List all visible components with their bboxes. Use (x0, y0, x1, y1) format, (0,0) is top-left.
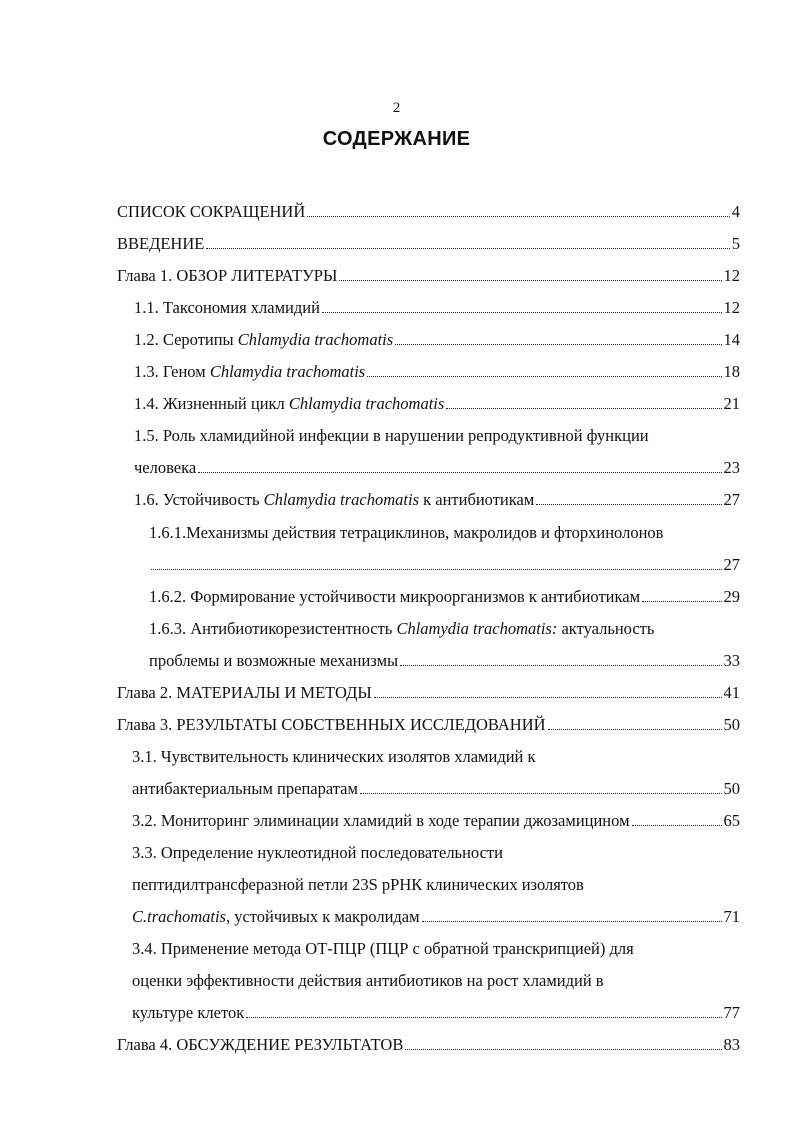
toc-entry-text (117, 715, 546, 735)
toc-entry-label: пептидилтрансферазной петли 23S рРНК клинических изолятов (132, 875, 584, 894)
page-number: 2 (392, 100, 401, 116)
toc-entry-label: Глава 1. ОБЗОР ЛИТЕРАТУРЫ (117, 266, 338, 285)
toc-entry (149, 619, 740, 639)
toc-page-number: 14 (723, 330, 740, 349)
toc-entry-text (134, 458, 196, 478)
toc-entry-text (132, 907, 420, 927)
dot-leader (548, 728, 722, 730)
toc-entry (117, 715, 740, 735)
toc-entry (134, 330, 740, 350)
dot-leader (198, 471, 721, 473)
toc-entry-italic: Chlamydia trachomatis (237, 330, 394, 349)
dot-leader (206, 247, 729, 249)
toc-entry-label: 1.2. Серотипы (134, 330, 238, 349)
toc-page-number: 41 (723, 683, 740, 702)
toc-entry (117, 234, 740, 254)
toc-entry-label: ВВЕДЕНИЕ (117, 234, 205, 253)
toc-entry-label: 3.1. Чувствительность клинических изолятов хламидий к (132, 747, 536, 766)
toc-entry (134, 490, 740, 510)
dot-leader (536, 503, 721, 505)
toc-page-number: 50 (723, 715, 740, 734)
dot-leader (307, 215, 729, 217)
toc-entry-text (132, 843, 503, 863)
toc-page-number: 83 (723, 1035, 740, 1054)
dot-leader (360, 792, 722, 794)
dot-leader (151, 568, 722, 570)
toc-entry-text (132, 1003, 244, 1023)
toc-entry-label-tail: к антибиотикам (419, 490, 535, 509)
toc-entry-text (134, 362, 365, 382)
toc-entry-italic: Chlamydia trachomatis (263, 490, 419, 509)
toc-entry (149, 587, 740, 607)
dot-leader (322, 311, 722, 313)
toc-entry-text (134, 330, 393, 350)
toc-entry-label: Глава 2. МАТЕРИАЛЫ И МЕТОДЫ (117, 683, 372, 702)
toc-entry-label: антибактериальным препаратам (132, 779, 358, 798)
toc-entry (149, 651, 740, 671)
toc-page-number: 33 (723, 651, 740, 670)
toc-entry (132, 875, 740, 895)
toc-entry-text (117, 202, 305, 222)
toc-page-number: 71 (723, 907, 740, 926)
dot-leader (339, 279, 721, 281)
toc-entry-label: 1.6. Устойчивость (134, 490, 264, 509)
toc-page-number: 12 (723, 298, 740, 317)
toc-entry (117, 266, 740, 286)
toc-entry-text (134, 490, 534, 510)
dot-leader (446, 407, 721, 409)
dot-leader (374, 696, 722, 698)
toc-entry-text (149, 587, 640, 607)
toc-entry-text (132, 779, 358, 799)
toc-entry (134, 426, 740, 446)
toc-entry-italic: C.trachomatis (132, 907, 226, 926)
toc-entry (132, 843, 740, 863)
toc-page-number: 5 (731, 234, 740, 253)
toc-entry-text (134, 298, 320, 318)
toc-entry-label: 1.5. Роль хламидийной инфекции в нарушении репродуктивной функции (134, 426, 649, 445)
toc-entry-text (149, 619, 654, 639)
toc-entry-label: 3.4. Применение метода ОТ-ПЦР (ПЦР с обратной транскрипцией) для (132, 939, 634, 958)
toc-entry (117, 202, 740, 222)
toc-page-number: 4 (731, 202, 740, 221)
toc-entry-label: культуре клеток (132, 1003, 245, 1022)
toc-entry-text (132, 747, 536, 767)
toc-entry-text (117, 266, 337, 286)
toc-entry (117, 683, 740, 703)
toc-entry (134, 458, 740, 478)
toc-entry-label: 3.3. Определение нуклеотидной последовательности (132, 843, 503, 862)
toc-entry (134, 394, 740, 414)
toc-entry-label: СПИСОК СОКРАЩЕНИЙ (117, 202, 306, 221)
toc-page-number: 77 (723, 1003, 740, 1022)
toc-entry-text (132, 811, 630, 831)
toc-entry-italic: Chlamydia trachomatis (209, 362, 366, 381)
toc-entry-label: 1.1. Таксономия хламидий (134, 298, 320, 317)
dot-leader (395, 343, 721, 345)
dot-leader (405, 1048, 721, 1050)
toc-page-number: 27 (723, 490, 740, 509)
toc-entry-italic: Chlamydia trachomatis: (396, 619, 558, 638)
toc-entry-label: оценки эффективности действия антибиотиков на рост хламидий в (132, 971, 604, 990)
toc-entry-label: проблемы и возможные механизмы (149, 651, 399, 670)
toc-page-number: 12 (723, 266, 740, 285)
toc-entry-label-tail: актуальность (557, 619, 655, 638)
toc-entry-text (149, 523, 663, 543)
toc-page-number: 23 (723, 458, 740, 477)
toc-page-number: 27 (723, 555, 740, 574)
toc-entry-text (132, 875, 584, 895)
toc-entry-label: 1.4. Жизненный цикл (134, 394, 289, 413)
toc-page-number: 50 (723, 779, 740, 798)
toc-entry (134, 362, 740, 382)
toc-entry (132, 747, 740, 767)
toc-entry-text (117, 1035, 403, 1055)
toc-entry-label: Глава 4. ОБСУЖДЕНИЕ РЕЗУЛЬТАТОВ (117, 1035, 404, 1054)
toc-entry-label: человека (134, 458, 197, 477)
toc-entry-text (134, 394, 444, 414)
toc-entry-text (149, 651, 398, 671)
toc-entry-label-tail: , устойчивых к макролидам (225, 907, 420, 926)
toc-entry-italic: Chlamydia trachomatis (288, 394, 445, 413)
toc-entry (117, 1035, 740, 1055)
toc-entry-text (134, 426, 649, 446)
toc-entry (134, 298, 740, 318)
toc-entry (132, 811, 740, 831)
toc-entry-text (132, 939, 634, 959)
toc-entry-label: 3.2. Мониторинг элиминации хламидий в ходе терапии джозамицином (132, 811, 630, 830)
toc-page-number: 65 (723, 811, 740, 830)
dot-leader (422, 920, 722, 922)
dot-leader (246, 1016, 721, 1018)
dot-leader (642, 600, 721, 602)
dot-leader (367, 375, 721, 377)
toc-entry-label: Глава 3. РЕЗУЛЬТАТЫ СОБСТВЕННЫХ ИССЛЕДОВАНИЙ (117, 715, 546, 734)
toc-entry-label: 1.6.2. Формирование устойчивости микроорганизмов к антибиотикам (149, 587, 641, 606)
page-title: СОДЕРЖАНИЕ (322, 128, 471, 150)
toc-entry (132, 971, 740, 991)
toc-entry-label: 1.3. Геном (134, 362, 210, 381)
toc-entry-text (132, 971, 604, 991)
toc-page-number: 18 (723, 362, 740, 381)
dot-leader (400, 664, 721, 666)
toc-entry (132, 1003, 740, 1023)
dot-leader (632, 824, 722, 826)
toc-page-number: 21 (723, 394, 740, 413)
toc-entry (149, 555, 740, 575)
toc-entry (132, 907, 740, 927)
toc-entry (149, 523, 740, 543)
toc-entry-label: 1.6.1.Механизмы действия тетрациклинов, макролидов и фторхинолонов (149, 523, 664, 542)
toc-entry-label: 1.6.3. Антибиотикорезистентность (149, 619, 397, 638)
toc-entry-text (117, 683, 372, 703)
toc-entry (132, 779, 740, 799)
toc-entry-text (117, 234, 204, 254)
toc-entry (132, 939, 740, 959)
toc-page-number: 29 (723, 587, 740, 606)
